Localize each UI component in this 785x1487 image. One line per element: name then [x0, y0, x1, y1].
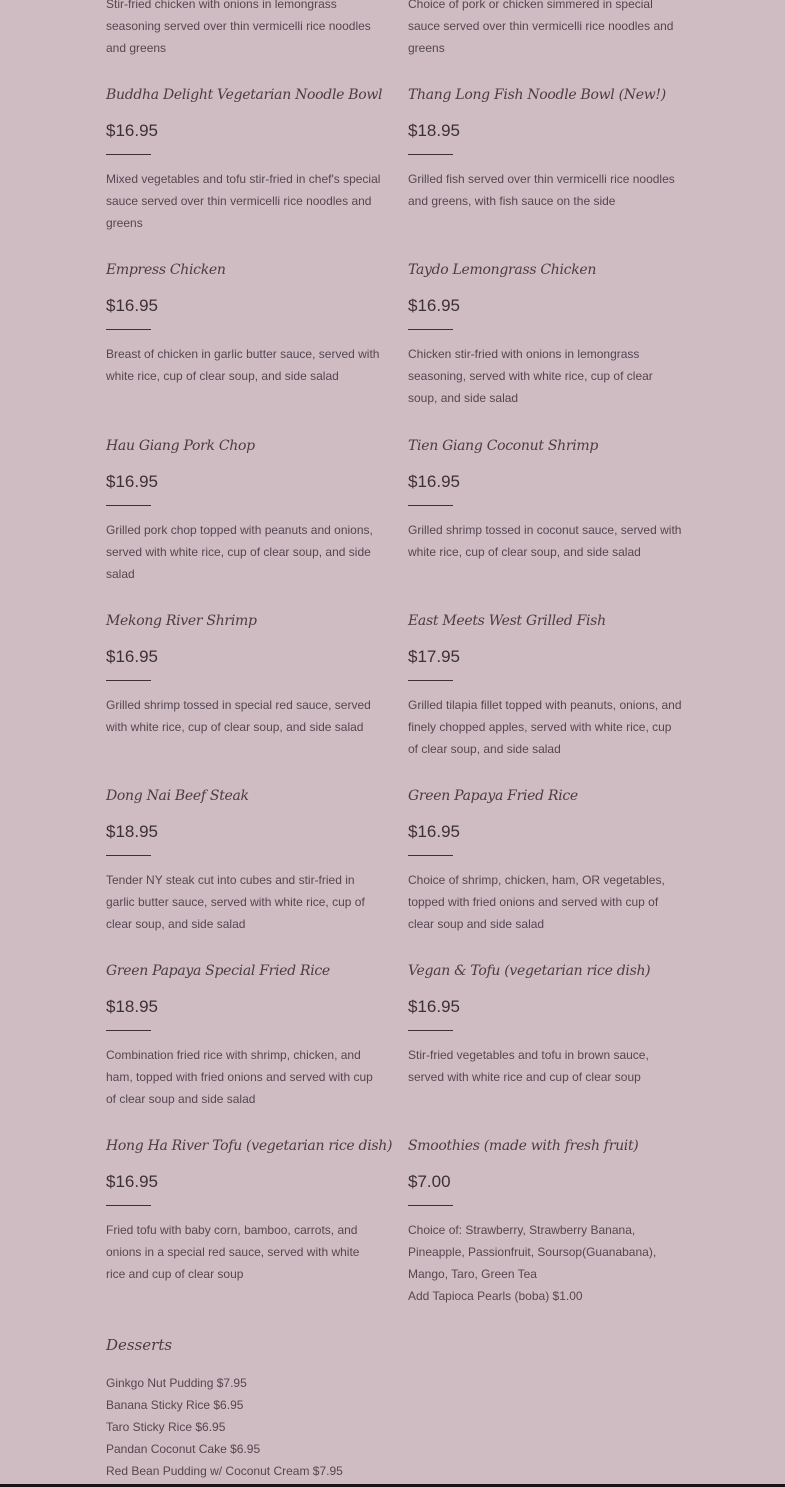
menu-item-price: $16.95: [106, 1172, 158, 1191]
price-divider: [106, 1205, 151, 1206]
dessert-item: Banana Sticky Rice $6.95: [106, 1398, 244, 1412]
dessert-item: Red Bean Pudding w/ Coconut Cream $7.95: [106, 1464, 343, 1478]
menu-item-name: Green Papaya Special Fried Rice: [106, 963, 330, 979]
menu-item-price: $16.95: [106, 647, 158, 666]
menu-item-price: $16.95: [408, 822, 460, 841]
dessert-item: Ginkgo Nut Pudding $7.95: [106, 1376, 247, 1390]
price-divider: [408, 505, 453, 506]
menu-item-addon: Add Tapioca Pearls (boba) $1.00: [408, 1289, 583, 1303]
menu-item-description: Choice of pork or chicken simmered in special sauce served over thin vermicelli rice noodles and greens: [408, 0, 674, 55]
menu-item-name: Hau Giang Pork Chop: [106, 438, 255, 454]
menu-item-name: Buddha Delight Vegetarian Noodle Bowl: [106, 87, 383, 103]
desserts-heading: Desserts: [106, 1336, 173, 1354]
price-divider: [106, 505, 151, 506]
menu-item-name: Green Papaya Fried Rice: [408, 788, 578, 804]
price-divider: [408, 1205, 453, 1206]
menu-item-price: $16.95: [408, 472, 460, 491]
menu-item-name: Hong Ha River Tofu (vegetarian rice dish): [106, 1138, 393, 1154]
menu-item-description: Breast of chicken in garlic butter sauce, served with white rice, cup of clear soup, and side salad: [106, 347, 380, 383]
menu-item-price: $17.95: [408, 647, 460, 666]
menu-item-name: Thang Long Fish Noodle Bowl (New!): [408, 87, 666, 103]
menu-item-name: Empress Chicken: [106, 262, 226, 278]
price-divider: [106, 680, 151, 681]
menu-item-description: Chicken stir-fried with onions in lemongrass seasoning, served with white rice, cup of clear soup, and side salad: [408, 347, 653, 405]
menu-item-description: Choice of: Strawberry, Strawberry Banana, Pineapple, Passionfruit, Soursop(Guanabana), Mango, Taro, Green Tea Add Tapioca Pearls (boba) $1.00: [408, 1219, 684, 1307]
price-divider: [408, 329, 453, 330]
menu-item-price: $7.00: [408, 1172, 451, 1191]
menu-item-name: Taydo Lemongrass Chicken: [408, 262, 597, 278]
menu-item-price: $18.95: [106, 997, 158, 1016]
price-divider: [408, 680, 453, 681]
menu-item-name: Mekong River Shrimp: [106, 613, 257, 629]
desserts-list: [106, 1372, 343, 1482]
price-divider: [408, 855, 453, 856]
menu-item-description: Combination fried rice with shrimp, chicken, and ham, topped with fried onions and served with cup of clear soup and side salad: [106, 1048, 373, 1106]
menu-item-price: $16.95: [106, 472, 158, 491]
menu-item-description: Grilled shrimp tossed in special red sauce, served with white rice, cup of clear soup, and side salad: [106, 698, 371, 734]
menu-item-name: East Meets West Grilled Fish: [408, 613, 606, 629]
menu-column-left: [106, 0, 393, 1310]
price-divider: [408, 154, 453, 155]
menu-item-description: Grilled fish served over thin vermicelli rice noodles and greens, with fish sauce on the side: [408, 172, 675, 208]
menu-item-price: $16.95: [408, 997, 460, 1016]
menu-item-price: $18.95: [408, 121, 460, 140]
price-divider: [106, 154, 151, 155]
price-divider: [408, 1030, 453, 1031]
menu-item-name: Dong Nai Beef Steak: [106, 788, 249, 804]
menu-item-description: Grilled pork chop topped with peanuts and onions, served with white rice, cup of clear soup, and side salad: [106, 523, 373, 581]
menu-item-description: Grilled tilapia fillet topped with peanuts, onions, and finely chopped apples, served with white rice, cup of clear soup, and side salad: [408, 698, 682, 756]
dessert-item: Taro Sticky Rice $6.95: [106, 1420, 226, 1434]
menu-item-description: Stir-fried chicken with onions in lemongrass seasoning served over thin vermicelli rice noodles and greens: [106, 0, 371, 55]
menu-item-description: Stir-fried vegetables and tofu in brown sauce, served with white rice and cup of clear soup: [408, 1048, 649, 1084]
menu-item-description: Mixed vegetables and tofu stir-fried in chef's special sauce served over thin vermicelli rice noodles and greens: [106, 172, 381, 230]
price-divider: [106, 855, 151, 856]
menu-item-description: Fried tofu with baby corn, bamboo, carrots, and onions in a special red sauce, served with white rice and cup of clear soup: [106, 1223, 360, 1281]
price-divider: [106, 1030, 151, 1031]
menu-item-name: Vegan & Tofu (vegetarian rice dish): [408, 963, 651, 979]
menu-item-price: $18.95: [106, 822, 158, 841]
menu-item-price: $16.95: [106, 121, 158, 140]
menu-item-name: Smoothies (made with fresh fruit): [408, 1138, 639, 1154]
menu-item-price: $16.95: [106, 296, 158, 315]
menu-item-description: Tender NY steak cut into cubes and stir-fried in garlic butter sauce, served with white rice, cup of clear soup, and side salad: [106, 873, 365, 931]
menu-item-description: Choice of shrimp, chicken, ham, OR vegetables, topped with fried onions and served with cup of clear soup and side salad: [408, 873, 665, 931]
dessert-item: Pandan Coconut Cake $6.95: [106, 1442, 261, 1456]
menu-item-price: $16.95: [408, 296, 460, 315]
price-divider: [106, 329, 151, 330]
menu-item-name: Tien Giang Coconut Shrimp: [408, 438, 599, 454]
menu-column-right: [408, 0, 688, 1310]
menu-item-description: Grilled shrimp tossed in coconut sauce, served with white rice, cup of clear soup, and side salad: [408, 523, 682, 559]
